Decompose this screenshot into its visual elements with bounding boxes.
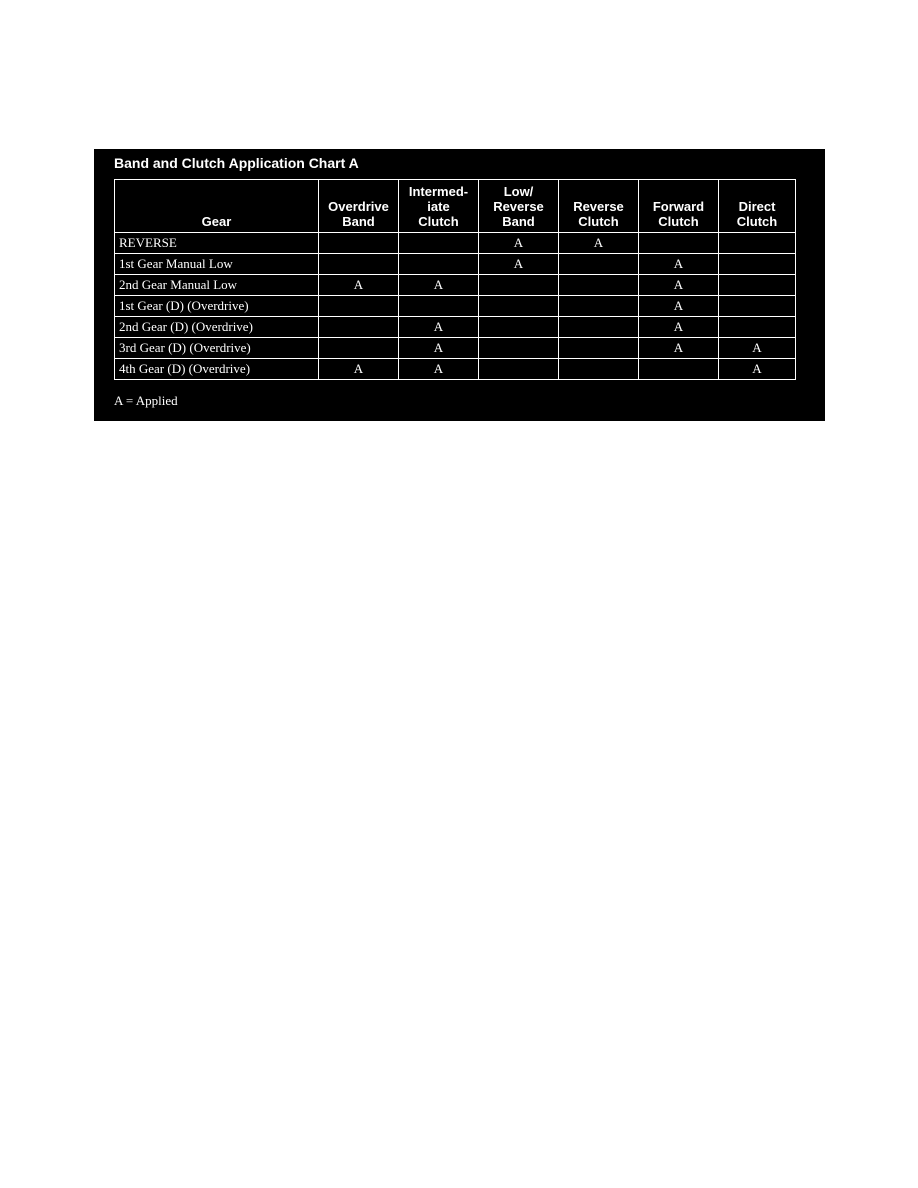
table-cell [719, 254, 796, 275]
table-cell: A [639, 254, 719, 275]
table-cell [319, 317, 399, 338]
table-cell: A [639, 338, 719, 359]
column-header-direct-clutch: Direct Clutch [719, 180, 796, 233]
column-header-low-reverse-band: Low/ Reverse Band [479, 180, 559, 233]
gear-cell: REVERSE [115, 233, 319, 254]
table-cell [319, 254, 399, 275]
table-cell [399, 254, 479, 275]
column-header-forward-clutch: Forward Clutch [639, 180, 719, 233]
table-row [115, 296, 796, 317]
table-cell [719, 317, 796, 338]
table-cell: A [639, 275, 719, 296]
table-cell: A [479, 233, 559, 254]
table-cell [479, 359, 559, 380]
table-cell: A [399, 359, 479, 380]
column-header-intermediate-clutch: Intermed- iate Clutch [399, 180, 479, 233]
table-cell [559, 359, 639, 380]
table-cell [559, 296, 639, 317]
table-cell [559, 275, 639, 296]
table-row [115, 317, 796, 338]
column-header-overdrive-band: Overdrive Band [319, 180, 399, 233]
table-cell: A [399, 275, 479, 296]
table-cell: A [319, 359, 399, 380]
table-cell [479, 338, 559, 359]
table-cell: A [639, 317, 719, 338]
table-row [115, 338, 796, 359]
table-cell: A [719, 338, 796, 359]
table-cell [559, 338, 639, 359]
table-row [115, 359, 796, 380]
application-chart-panel [94, 149, 825, 421]
gear-cell: 4th Gear (D) (Overdrive) [115, 359, 319, 380]
gear-cell: 1st Gear (D) (Overdrive) [115, 296, 319, 317]
table-cell: A [639, 296, 719, 317]
gear-cell: 3rd Gear (D) (Overdrive) [115, 338, 319, 359]
gear-cell: 1st Gear Manual Low [115, 254, 319, 275]
table-row [115, 275, 796, 296]
table-cell [319, 338, 399, 359]
band-clutch-table [114, 179, 796, 380]
table-cell [319, 296, 399, 317]
table-cell: A [559, 233, 639, 254]
table-cell: A [479, 254, 559, 275]
table-cell [479, 275, 559, 296]
table-cell: A [319, 275, 399, 296]
table-cell [479, 296, 559, 317]
table-cell: A [719, 359, 796, 380]
table-cell [719, 296, 796, 317]
column-header-reverse-clutch: Reverse Clutch [559, 180, 639, 233]
table-cell [479, 317, 559, 338]
table-cell: A [399, 338, 479, 359]
table-cell [559, 254, 639, 275]
table-cell [639, 233, 719, 254]
gear-cell: 2nd Gear Manual Low [115, 275, 319, 296]
column-header-gear: Gear [115, 180, 319, 233]
table-row [115, 254, 796, 275]
table-cell: A [399, 317, 479, 338]
table-cell [559, 317, 639, 338]
chart-footnote: A = Applied [114, 393, 178, 408]
table-row [115, 233, 796, 254]
table-cell [399, 233, 479, 254]
table-cell [399, 296, 479, 317]
table-cell [719, 233, 796, 254]
table-cell [639, 359, 719, 380]
chart-title: Band and Clutch Application Chart A [114, 155, 359, 171]
gear-cell: 2nd Gear (D) (Overdrive) [115, 317, 319, 338]
table-cell [719, 275, 796, 296]
table-header-row [115, 180, 796, 233]
table-cell [319, 233, 399, 254]
